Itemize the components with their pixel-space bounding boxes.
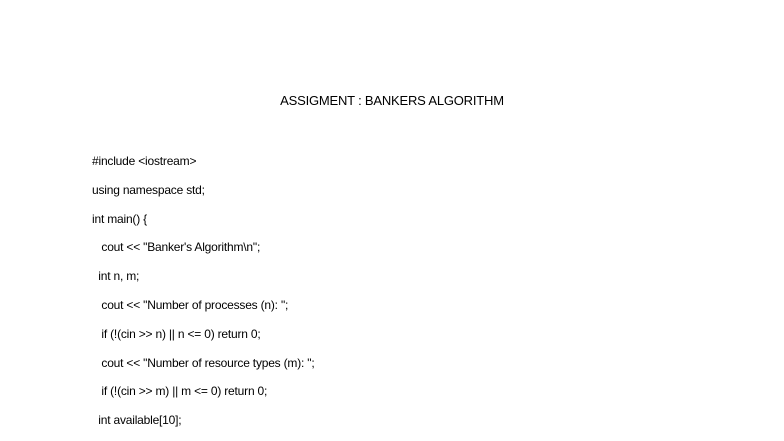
document-title: ASSIGMENT : BANKERS ALGORITHM bbox=[280, 93, 504, 108]
code-line: #include <iostream> bbox=[92, 154, 197, 168]
code-line: int main() { bbox=[92, 211, 147, 226]
code-line: int available[10]; bbox=[92, 413, 182, 428]
code-line: cout << "Number of processes (n): "; bbox=[92, 297, 289, 312]
code-line: if (!(cin >> m) || m <= 0) return 0; bbox=[92, 384, 268, 399]
code-line: cout << "Number of resource types (m): "; bbox=[92, 355, 315, 370]
code-line: cout << "Banker's Algorithm\n"; bbox=[92, 240, 261, 255]
code-block bbox=[92, 152, 314, 440]
code-line: if (!(cin >> n) || n <= 0) return 0; bbox=[92, 326, 261, 341]
code-line: using namespace std; bbox=[92, 182, 205, 197]
code-line: int n, m; bbox=[92, 269, 140, 284]
